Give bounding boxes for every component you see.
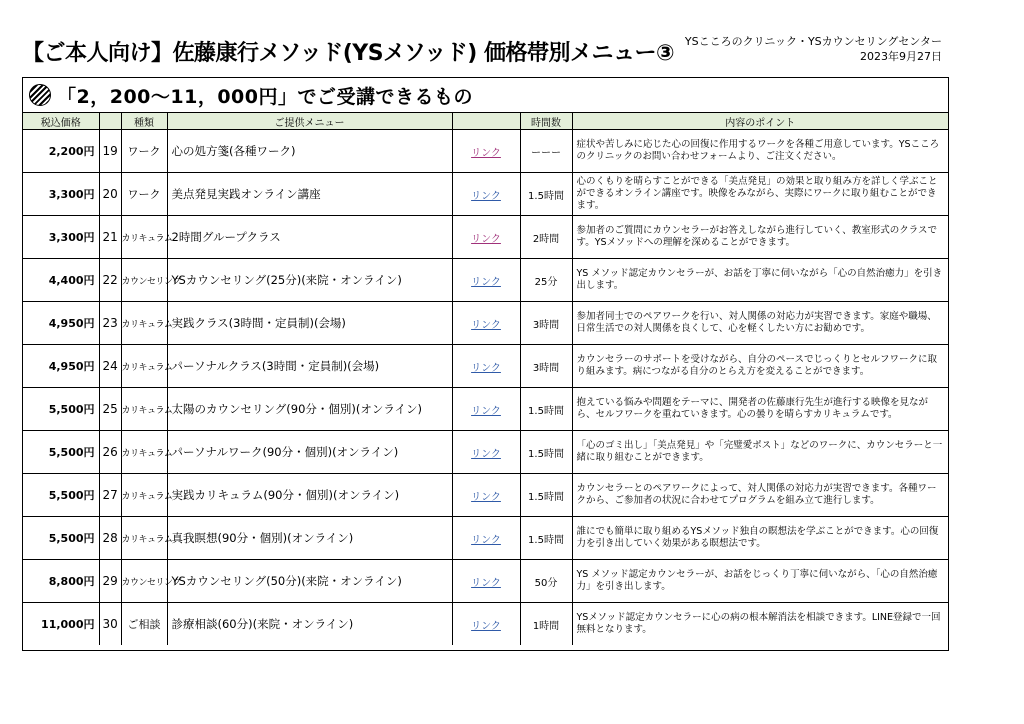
item-number: 25 [99, 388, 121, 431]
type-cell: カリキュラム [121, 345, 167, 388]
detail-link[interactable]: リンク [471, 620, 501, 632]
time-cell: 3時間 [520, 302, 572, 345]
table-row [23, 173, 948, 216]
detail-link[interactable]: リンク [471, 491, 501, 503]
menu-name: 真我瞑想(90分・個別)(オンライン) [167, 517, 452, 560]
point-description: YSメソッド認定カウンセラーに心の病の根本解消法を相談できます。LINE登録で一回無料となります。 [572, 603, 948, 646]
menu-name: YSカウンセリング(50分)(来院・オンライン) [167, 560, 452, 603]
table-row [23, 216, 948, 259]
table-row [23, 517, 948, 560]
point-description: 誰にでも簡単に取り組めるYSメソッド独自の瞑想法を学ぶことができます。心の回復力を引き出していく効果がある瞑想法です。 [572, 517, 948, 560]
price-cell: 5,500円 [23, 388, 99, 431]
header-type: 種類 [121, 113, 167, 130]
point-description: YS メソッド認定カウンセラーが、お話を丁寧に伺いながら「心の自然治癒力」を引き出します。 [572, 259, 948, 302]
price-cell: 5,500円 [23, 431, 99, 474]
link-cell [452, 603, 520, 646]
table-row [23, 431, 948, 474]
menu-name: 診療相談(60分)(来院・オンライン) [167, 603, 452, 646]
item-number: 24 [99, 345, 121, 388]
point-description: 参加者同士でのペアワークを行い、対人関係の対応力が実習できます。家庭や職場、日常生活での対人関係を良くして、心を軽くしたい方にお勧めです。 [572, 302, 948, 345]
type-cell: ワーク [121, 130, 167, 173]
menu-table-frame [22, 77, 949, 651]
link-cell [452, 302, 520, 345]
table-row [23, 345, 948, 388]
price-cell: 4,950円 [23, 302, 99, 345]
item-number: 29 [99, 560, 121, 603]
item-number: 28 [99, 517, 121, 560]
time-cell: 1.5時間 [520, 517, 572, 560]
table-row [23, 560, 948, 603]
price-cell: 3,300円 [23, 216, 99, 259]
time-cell: 3時間 [520, 345, 572, 388]
detail-link[interactable]: リンク [471, 276, 501, 288]
time-cell: 1.5時間 [520, 388, 572, 431]
link-cell [452, 259, 520, 302]
price-cell: 4,400円 [23, 259, 99, 302]
type-cell: カリキュラム [121, 388, 167, 431]
link-cell [452, 431, 520, 474]
item-number: 20 [99, 173, 121, 216]
time-cell: 25分 [520, 259, 572, 302]
time-cell: 1.5時間 [520, 173, 572, 216]
type-cell: カウンセリング [121, 560, 167, 603]
hatched-circle-icon [29, 84, 51, 106]
detail-link[interactable]: リンク [471, 362, 501, 374]
section-heading-text: 「2，200～11，000円」でご受講できるもの [57, 85, 473, 108]
item-number: 21 [99, 216, 121, 259]
type-cell: カリキュラム [121, 431, 167, 474]
type-cell: ご相談 [121, 603, 167, 646]
time-cell: ーーー [520, 130, 572, 173]
type-cell: カリキュラム [121, 474, 167, 517]
header-price: 税込価格 [23, 113, 99, 130]
menu-name: YSカウンセリング(25分)(来院・オンライン) [167, 259, 452, 302]
document-date: 2023年9月27日 [860, 50, 942, 63]
detail-link[interactable]: リンク [471, 190, 501, 202]
time-cell: 50分 [520, 560, 572, 603]
detail-link[interactable]: リンク [471, 147, 501, 159]
menu-name: 実践クラス(3時間・定員制)(会場) [167, 302, 452, 345]
item-number: 22 [99, 259, 121, 302]
menu-name: 2時間グループクラス [167, 216, 452, 259]
point-description: カウンセラーのサポートを受けながら、自分のペースでじっくりとセルフワークに取り組みます。病につながる自分のとらえ方を変えることができます。 [572, 345, 948, 388]
point-description: 「心のゴミ出し」「美点発見」や「完璧愛ポスト」などのワークに、カウンセラーと一緒に取り組むことができます。 [572, 431, 948, 474]
point-description: 参加者のご質問にカウンセラーがお答えしながら進行していく、教室形式のクラスです。YSメソッドへの理解を深めることができます。 [572, 216, 948, 259]
detail-link[interactable]: リンク [471, 448, 501, 460]
time-cell: 1.5時間 [520, 474, 572, 517]
table-row [23, 302, 948, 345]
price-cell: 8,800円 [23, 560, 99, 603]
table-row [23, 259, 948, 302]
price-cell: 5,500円 [23, 474, 99, 517]
link-cell [452, 216, 520, 259]
item-number: 23 [99, 302, 121, 345]
link-cell [452, 474, 520, 517]
detail-link[interactable]: リンク [471, 405, 501, 417]
time-cell: 2時間 [520, 216, 572, 259]
table-row [23, 130, 948, 173]
header-link [452, 113, 520, 130]
item-number: 19 [99, 130, 121, 173]
point-description: 症状や苦しみに応じた心の回復に作用するワークを各種ご用意しています。YSこころのクリニックのお問い合わせフォームより、ご注文ください。 [572, 130, 948, 173]
type-cell: カウンセリング [121, 259, 167, 302]
menu-name: パーソナルクラス(3時間・定員制)(会場) [167, 345, 452, 388]
header-number [99, 113, 121, 130]
detail-link[interactable]: リンク [471, 577, 501, 589]
price-menu-table [23, 113, 948, 645]
type-cell: カリキュラム [121, 517, 167, 560]
point-description: 心のくもりを晴らすことができる「美点発見」の効果と取り組み方を詳しく学ぶことができるオンライン講座です。映像をみながら、実際にワークに取り組むことができます。 [572, 173, 948, 216]
point-description: 抱えている悩みや問題をテーマに、開発者の佐藤康行先生が進行する映像を見ながら、セルフワークを重ねていきます。心の曇りを晴らすカリキュラムです。 [572, 388, 948, 431]
price-cell: 3,300円 [23, 173, 99, 216]
time-cell: 1.5時間 [520, 431, 572, 474]
price-cell: 5,500円 [23, 517, 99, 560]
table-row [23, 603, 948, 646]
header-time: 時間数 [520, 113, 572, 130]
point-description: カウンセラーとのペアワークによって、対人関係の対応力が実習できます。各種ワークから、ご参加者の状況に合わせてプログラムを組み立て進行します。 [572, 474, 948, 517]
point-description: YS メソッド認定カウンセラーが、お話をじっくり丁寧に伺いながら、「心の自然治癒力」を引き出します。 [572, 560, 948, 603]
menu-name: 太陽のカウンセリング(90分・個別)(オンライン) [167, 388, 452, 431]
table-header-row [23, 113, 948, 130]
detail-link[interactable]: リンク [471, 319, 501, 331]
organization-name: YSこころのクリニック・YSカウンセリングセンター [684, 35, 942, 48]
header-info [685, 34, 942, 64]
item-number: 27 [99, 474, 121, 517]
item-number: 30 [99, 603, 121, 646]
type-cell: カリキュラム [121, 216, 167, 259]
detail-link[interactable]: リンク [471, 534, 501, 546]
time-cell: 1時間 [520, 603, 572, 646]
type-cell: ワーク [121, 173, 167, 216]
type-cell: カリキュラム [121, 302, 167, 345]
menu-name: 心の処方箋(各種ワーク) [167, 130, 452, 173]
table-row [23, 388, 948, 431]
table-row [23, 474, 948, 517]
header-menu: ご提供メニュー [167, 113, 452, 130]
link-cell [452, 130, 520, 173]
price-cell: 11,000円 [23, 603, 99, 646]
header-point: 内容のポイント [572, 113, 948, 130]
detail-link[interactable]: リンク [471, 233, 501, 245]
link-cell [452, 517, 520, 560]
menu-name: パーソナルワーク(90分・個別)(オンライン) [167, 431, 452, 474]
item-number: 26 [99, 431, 121, 474]
link-cell [452, 388, 520, 431]
menu-name: 美点発見実践オンライン講座 [167, 173, 452, 216]
link-cell [452, 173, 520, 216]
price-cell: 4,950円 [23, 345, 99, 388]
link-cell [452, 560, 520, 603]
price-cell: 2,200円 [23, 130, 99, 173]
document-title: 【ご本人向け】佐藤康行メソッド(YSメソッド) 価格帯別メニュー③ [22, 41, 675, 66]
section-heading [23, 78, 948, 113]
menu-name: 実践カリキュラム(90分・個別)(オンライン) [167, 474, 452, 517]
link-cell [452, 345, 520, 388]
